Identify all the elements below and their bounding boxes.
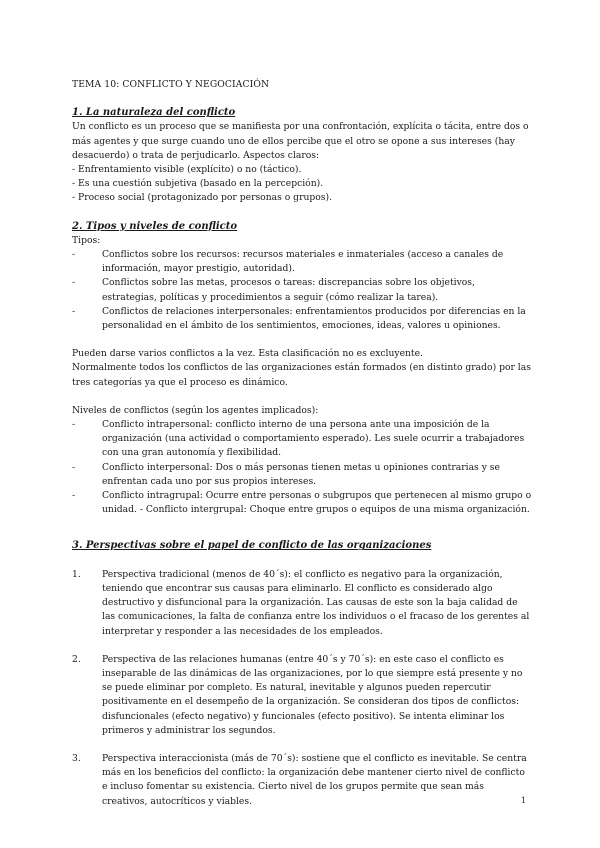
section-1-item: - Proceso social (protagonizado por personas o grupos).: [72, 192, 333, 204]
section-1-paragraph: Un conflicto es un proceso que se manifiesta por una confrontación, explícita o tácita, entre dos o más agentes y que surge cuando uno de ellos percibe que el otro se opone a sus intereses (hay desacuerdo) o trata de perjudicarlo. Aspectos claros:: [72, 121, 529, 161]
list-dash: -: [72, 490, 76, 502]
list-item: - Conflictos sobre los recursos: recursos materiales e inmateriales (acceso a canales de información, mayor prestigio, autoridad).: [72, 248, 532, 276]
numbered-item: 3. Perspectiva interaccionista (más de 70´s): sostiene que el conflicto es inevitable. Se centra más en los beneficios del conflicto: la organización debe mantener cierto nivel de conflicto e incluso fomentar su existencia. Cierto nivel de los grupos permite que sean más creativos, autocríticos y viables.: [72, 752, 527, 807]
section-1-item: - Enfrentamiento visible (explícito) o no (táctico).: [72, 164, 302, 176]
page-number: 1: [521, 796, 527, 805]
list-dash: -: [72, 249, 76, 261]
list-dash: -: [72, 461, 76, 473]
list-item: - Conflicto intragrupal: Ocurre entre personas o subgrupos que pertenecen al mismo grupo o unidad. - Conflicto intergrupal: Choque entre grupos o equipos de una misma organización.: [72, 489, 532, 517]
section-3-heading: 3. Perspectivas sobre el papel de conflicto de las organizaciones: [72, 540, 432, 552]
list-dash: -: [72, 419, 76, 431]
list-dash: -: [72, 277, 76, 289]
list-item: - Conflicto interpersonal: Dos o más personas tienen metas u opiniones contrarias y se enfrentan cada uno por sus propios intereses.: [72, 461, 532, 489]
section-1-item: - Es una cuestión subjetiva (basado en la percepción).: [72, 178, 324, 190]
list-item: - Conflictos sobre las metas, procesos o tareas: discrepancias sobre los objetivos, estrategias, políticas y procedimientos a seguir (cómo realizar la tarea).: [72, 276, 532, 304]
tipos-label: Tipos:: [72, 234, 101, 246]
section-1-heading: 1. La naturaleza del conflicto: [72, 107, 236, 119]
section-2-heading: 2. Tipos y niveles de conflicto: [72, 220, 238, 232]
list-dash: -: [72, 305, 76, 317]
section-2-paragraph: Normalmente todos los conflictos de las organizaciones están formados (en distinto grado) por las tres categorías ya que el proceso es dinámico.: [72, 362, 531, 388]
list-item: - Conflicto intrapersonal: conflicto interno de una persona ante una imposición de la organización (una actividad o comportamiento esperado). Les suele ocurrir a trabajadores con una gran autonomía y flexibilidad.: [72, 418, 532, 461]
document-page: [72, 78, 532, 809]
document-title: TEMA 10: CONFLICTO Y NEGOCIACIÓN: [72, 79, 270, 90]
numbered-item: 2. Perspectiva de las relaciones humanas (entre 40´s y 70´s): en este caso el conflicto es inseparable de las dinámicas de las organizaciones, por lo que siempre está presente y no se puede eliminar por completo. Es natural, inevitable y algunos pueden repercutir positivamente en el desempeño de la organización. Se consideran dos tipos de conflictos: disfuncionales (efecto negativo) y funcionales (efecto positivo). Se intenta eliminar los primeros y administrar los segundos.: [72, 653, 523, 736]
section-2-paragraph: Pueden darse varios conflictos a la vez. Esta clasificación no es excluyente.: [72, 348, 423, 360]
list-item: - Conflictos de relaciones interpersonales: enfrentamientos producidos por diferencias en la personalidad en el ámbito de los sentimientos, emociones, ideas, valores u opiniones.: [72, 305, 532, 333]
numbered-item: 1. Perspectiva tradicional (menos de 40´s): el conflicto es negativo para la organización, teniendo que encontrar sus causas para eliminarlo. El conflicto es considerado algo destructivo y disfuncional para la organización. Las causas de este son la baja calidad de las comunicaciones, la falta de confianza entre los individuos o el fracaso de los gerentes al interpretar y responder a las necesidades de los empleados.: [72, 568, 530, 637]
niveles-label: Niveles de conflictos (según los agentes implicados):: [72, 404, 319, 416]
